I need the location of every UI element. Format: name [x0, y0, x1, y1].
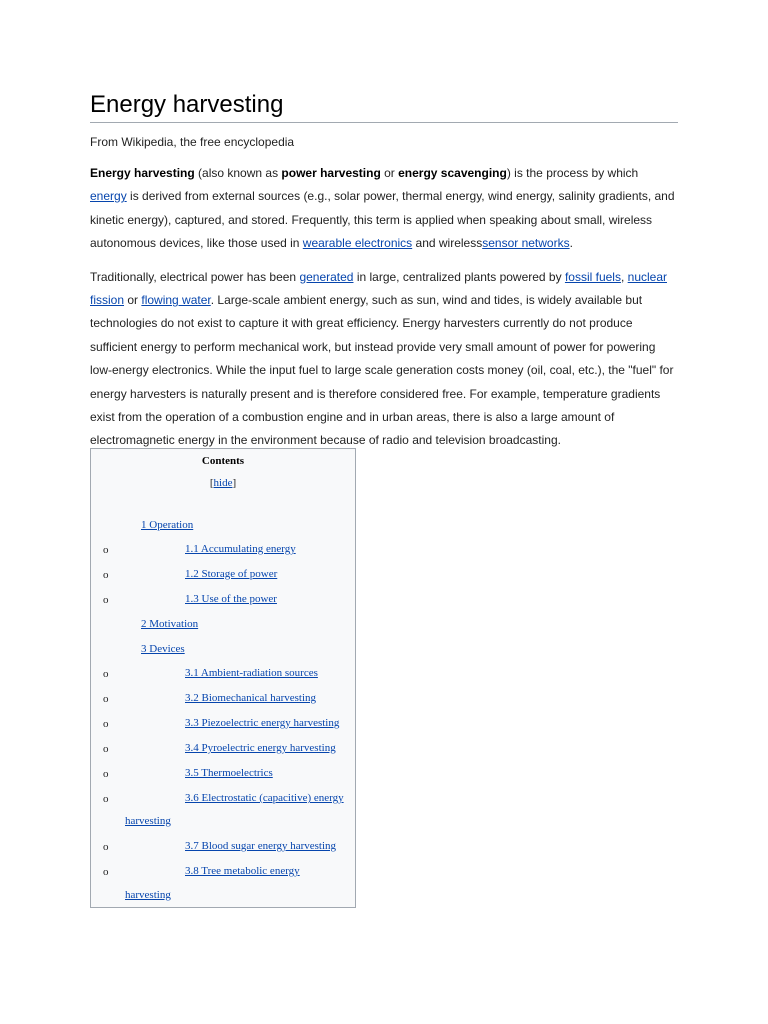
toc-title: Contents: [201, 455, 245, 467]
bullet-icon: o: [103, 693, 109, 705]
bullet-icon: o: [103, 668, 109, 680]
toc-item-3-3[interactable]: 3.3 Piezoelectric energy harvesting: [185, 717, 340, 729]
toc-item-1-2[interactable]: 1.2 Storage of power: [185, 568, 278, 580]
text-run: in large, centralized plants powered by: [353, 269, 565, 284]
bracket-open: [: [209, 477, 214, 489]
text-run: or: [124, 293, 142, 308]
link-generated[interactable]: generated: [299, 269, 354, 284]
text-run: is derived from external sources (e.g., solar power, thermal energy, wind energy, salinity gradients, and kinetic energy), captured, and stored. Frequently, this term is applied when speaking about small, wireless autonomous devices, like those used in: [90, 189, 675, 251]
toc-item-3-2[interactable]: 3.2 Biomechanical harvesting: [185, 692, 317, 704]
toc-item-1-3[interactable]: 1.3 Use of the power: [185, 593, 277, 605]
bullet-icon: o: [103, 569, 109, 581]
toc-hide-link[interactable]: hide: [213, 477, 233, 489]
link-wearable-electronics[interactable]: wearable electronics: [302, 236, 413, 251]
toc-hide-control: [91, 477, 355, 489]
link-fossil-fuels[interactable]: fossil fuels: [564, 269, 621, 284]
table-of-contents: [90, 448, 356, 908]
bullet-icon: o: [103, 743, 109, 755]
text-run: .: [569, 236, 573, 251]
text-run: . Large-scale ambient energy, such as sun, wind and tides, is widely available but technologies do not exist to capture it with great efficiency. Energy harvesters currently do not produce sufficient energy to perform mechanical work, but instead provide very small amount of power for powering low-energy electronics. While the input fuel to large scale generation costs money (oil, coal, etc.), the "fuel" for energy harvesters is naturally present and is therefore considered free. For example, temperature gradients exist from the operation of a combustion engine and in urban areas, there is also a large amount of electromagnetic energy in the environment because of radio and television broadcasting.: [90, 293, 674, 448]
link-flowing-water[interactable]: flowing water: [141, 293, 211, 308]
bullet-icon: o: [103, 841, 109, 853]
text-run: Traditionally, electrical power has been: [90, 269, 300, 284]
toc-item-3-devices[interactable]: 3 Devices: [141, 643, 185, 655]
page-title: Energy harvesting: [90, 90, 678, 123]
toc-item-3-5[interactable]: 3.5 Thermoelectrics: [185, 767, 273, 779]
bold-term-energy-harvesting: Energy harvesting: [90, 166, 195, 180]
article-body: [90, 90, 678, 463]
text-run: and wireless: [412, 236, 483, 251]
tagline: From Wikipedia, the free encyclopedia: [90, 135, 295, 149]
bullet-icon: o: [103, 793, 109, 805]
toc-item-3-7[interactable]: 3.7 Blood sugar energy harvesting: [185, 840, 337, 852]
toc-item-3-8-continuation[interactable]: harvesting: [125, 889, 171, 901]
bullet-icon: o: [103, 866, 109, 878]
toc-item-3-6-continuation[interactable]: harvesting: [125, 815, 171, 827]
toc-item-3-4[interactable]: 3.4 Pyroelectric energy harvesting: [185, 742, 336, 754]
bold-term-energy-scavenging: energy scavenging: [398, 166, 507, 180]
text-run: ) is the process by which: [506, 166, 639, 180]
toc-item-2-motivation[interactable]: 2 Motivation: [141, 618, 199, 630]
link-nuclear-fission[interactable]: nuclear fission: [90, 269, 667, 308]
toc-item-3-1[interactable]: 3.1 Ambient-radiation sources: [185, 667, 318, 679]
second-paragraph: [90, 266, 678, 453]
bold-term-power-harvesting: power harvesting: [281, 166, 381, 180]
link-sensor-networks[interactable]: sensor networks: [482, 236, 570, 251]
toc-item-1-operation[interactable]: 1 Operation: [141, 519, 194, 531]
bullet-icon: o: [103, 718, 109, 730]
text-run: or: [380, 166, 399, 180]
bullet-icon: o: [103, 544, 109, 556]
bullet-icon: o: [103, 768, 109, 780]
link-energy[interactable]: energy: [90, 189, 127, 204]
text-run: ,: [620, 269, 628, 284]
toc-item-3-8[interactable]: 3.8 Tree metabolic energy: [185, 865, 300, 877]
bracket-close: ]: [232, 477, 237, 489]
text-run: (also known as: [194, 166, 282, 180]
toc-item-1-1[interactable]: 1.1 Accumulating energy: [185, 543, 296, 555]
toc-item-3-6[interactable]: 3.6 Electrostatic (capacitive) energy: [185, 792, 344, 804]
bullet-icon: o: [103, 594, 109, 606]
intro-paragraph: [90, 162, 678, 256]
